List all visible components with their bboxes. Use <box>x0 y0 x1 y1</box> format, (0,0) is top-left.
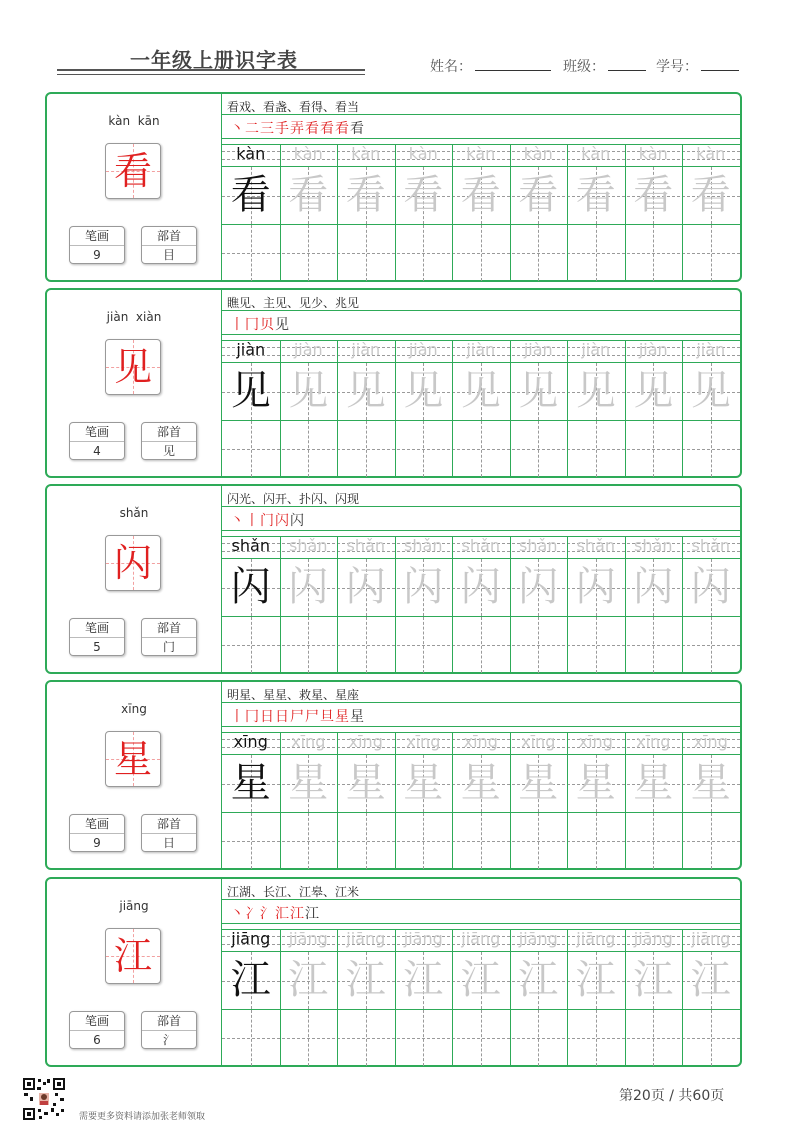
number-label: 学号： <box>656 59 698 75</box>
stroke-step: 江 <box>290 906 305 922</box>
pinyin-tracing-row <box>222 144 740 166</box>
word-examples: 明星、星星、救星、星座 <box>227 688 360 702</box>
character-pinyin: jiàn xiàn <box>106 310 162 324</box>
pinyin-cell[interactable]: kàn <box>523 144 553 163</box>
character-tracing-row <box>222 363 740 420</box>
radical-box <box>141 1011 197 1049</box>
pinyin-cell[interactable]: jiàn <box>351 340 381 359</box>
stroke-step: 尸 <box>305 709 320 725</box>
stroke-step: 星 <box>350 709 365 725</box>
pinyin-cell[interactable]: jiàn <box>638 340 668 359</box>
character-pinyin: shǎn <box>119 506 149 520</box>
pinyin-cell[interactable]: xīng <box>693 732 728 751</box>
pinyin-cell[interactable]: xīng <box>348 732 383 751</box>
stroke-order <box>230 118 365 138</box>
character-cell[interactable]: 星 <box>633 760 674 806</box>
practice-grid <box>222 94 740 280</box>
character-tracing-row <box>222 952 740 1009</box>
radical-value: 门 <box>162 640 175 654</box>
name-blank[interactable] <box>475 56 551 71</box>
radical-box <box>141 226 197 264</box>
stroke-order <box>230 903 320 923</box>
page-number: 第20页 / 共60页 <box>619 1088 725 1104</box>
character-card <box>45 92 742 282</box>
character-cell[interactable]: 见 <box>288 368 329 414</box>
character-box <box>105 731 161 787</box>
stroke-count-label: 笔画 <box>70 423 124 442</box>
pinyin-cell[interactable]: jiàn <box>466 340 496 359</box>
stroke-step: 冂 <box>245 317 260 333</box>
stroke-count-label: 笔画 <box>70 619 124 638</box>
character-cell[interactable]: 江 <box>230 957 271 1003</box>
stroke-step: 贝 <box>260 317 275 333</box>
footer-note: 需要更多资料请添加张老师领取 <box>79 1112 206 1122</box>
character-cell[interactable]: 见 <box>345 368 386 414</box>
stroke-step: 丨 <box>230 709 245 725</box>
character-cell[interactable]: 见 <box>633 368 674 414</box>
character-pinyin: xīng <box>121 702 147 716</box>
character-info-panel <box>47 290 222 476</box>
pinyin-cell[interactable]: xīng <box>233 732 268 751</box>
pinyin-cell[interactable]: kàn <box>293 144 323 163</box>
character-cell[interactable]: 江 <box>575 957 616 1003</box>
stroke-step: 星 <box>335 709 350 725</box>
class-blank[interactable] <box>608 56 646 71</box>
character-cell[interactable]: 星 <box>403 760 444 806</box>
name-field[interactable] <box>430 56 551 76</box>
radical-label: 部首 <box>142 227 196 246</box>
pinyin-cell[interactable]: jiāng <box>691 929 731 948</box>
pinyin-cell[interactable]: jiāng <box>461 929 501 948</box>
character-cell[interactable]: 看 <box>345 172 386 218</box>
pinyin-tracing-row <box>222 340 740 362</box>
pinyin-cell[interactable]: xīng <box>406 732 441 751</box>
stroke-order <box>230 706 365 726</box>
character-cell[interactable]: 看 <box>403 172 444 218</box>
stroke-count-label: 笔画 <box>70 227 124 246</box>
number-blank[interactable] <box>701 56 739 71</box>
stroke-step: 丶 <box>230 121 245 137</box>
stroke-step: 二 <box>245 121 260 137</box>
pinyin-cell[interactable]: kàn <box>696 144 726 163</box>
character-cell[interactable]: 见 <box>460 368 501 414</box>
character-red: 江 <box>113 934 152 978</box>
stroke-step: 氵 <box>260 906 275 922</box>
blank-writing-row[interactable] <box>222 225 740 281</box>
pinyin-cell[interactable]: shǎn <box>519 536 558 555</box>
character-cell[interactable]: 星 <box>518 760 559 806</box>
character-cell[interactable]: 闪 <box>460 564 501 610</box>
stroke-step: 日 <box>260 709 275 725</box>
title-underline-thick <box>57 69 365 71</box>
character-box <box>105 339 161 395</box>
number-field[interactable] <box>656 56 739 76</box>
pinyin-cell[interactable]: jiāng <box>633 929 673 948</box>
character-cell[interactable]: 星 <box>460 760 501 806</box>
stroke-step: 三 <box>260 121 275 137</box>
radical-value: 见 <box>162 444 175 458</box>
character-cell[interactable]: 看 <box>633 172 674 218</box>
radical-label: 部首 <box>142 619 196 638</box>
character-pinyin: kàn kān <box>108 114 160 128</box>
character-box <box>105 928 161 984</box>
stroke-step: 看 <box>335 121 350 137</box>
character-cell[interactable]: 江 <box>518 957 559 1003</box>
pinyin-cell[interactable]: jiàn <box>696 340 726 359</box>
character-tracing-row <box>222 559 740 616</box>
class-label: 班级： <box>563 59 605 75</box>
stroke-count-box <box>69 1011 125 1049</box>
character-cell[interactable]: 闪 <box>345 564 386 610</box>
word-examples: 瞧见、主见、见少、兆见 <box>227 296 360 310</box>
pinyin-cell[interactable]: jiāng <box>231 929 271 948</box>
practice-grid <box>222 879 740 1065</box>
stroke-step: 丶 <box>230 513 245 529</box>
radical-value: 日 <box>162 836 175 850</box>
character-red: 闪 <box>113 541 152 585</box>
stroke-step: 看 <box>305 121 320 137</box>
character-info-panel <box>47 94 222 280</box>
pinyin-cell[interactable]: kàn <box>351 144 381 163</box>
character-cell[interactable]: 星 <box>288 760 329 806</box>
stroke-step: 江 <box>305 906 320 922</box>
character-cell[interactable]: 看 <box>575 172 616 218</box>
stroke-order <box>230 510 305 530</box>
stroke-count-value: 5 <box>93 640 101 654</box>
character-cell[interactable]: 见 <box>690 368 731 414</box>
pinyin-cell[interactable]: xīng <box>291 732 326 751</box>
character-card <box>45 877 742 1067</box>
stroke-count-box <box>69 226 125 264</box>
stroke-count-value: 6 <box>93 1033 101 1047</box>
class-field[interactable] <box>563 56 646 76</box>
character-cell[interactable]: 星 <box>690 760 731 806</box>
name-label: 姓名： <box>430 59 472 75</box>
stroke-step: 看 <box>320 121 335 137</box>
character-cell[interactable]: 星 <box>345 760 386 806</box>
character-cell[interactable]: 闪 <box>575 564 616 610</box>
pinyin-cell[interactable]: jiàn <box>293 340 323 359</box>
stroke-step: 冂 <box>245 709 260 725</box>
stroke-step: 尸 <box>290 709 305 725</box>
character-cell[interactable]: 见 <box>518 368 559 414</box>
qr-code-icon <box>22 1077 66 1121</box>
character-cell[interactable]: 江 <box>403 957 444 1003</box>
character-cell[interactable]: 江 <box>288 957 329 1003</box>
stroke-order <box>230 314 290 334</box>
character-cell[interactable]: 闪 <box>403 564 444 610</box>
character-box <box>105 143 161 199</box>
pinyin-cell[interactable]: kàn <box>236 144 266 163</box>
practice-grid <box>222 290 740 476</box>
character-red: 看 <box>113 149 152 193</box>
pinyin-cell[interactable]: xīng <box>636 732 671 751</box>
character-cell[interactable]: 看 <box>288 172 329 218</box>
pinyin-cell[interactable]: shǎn <box>404 536 443 555</box>
pinyin-cell[interactable]: kàn <box>408 144 438 163</box>
title-underline-thin <box>57 74 365 75</box>
pinyin-cell[interactable]: kàn <box>638 144 668 163</box>
character-red: 星 <box>113 737 152 781</box>
radical-box <box>141 814 197 852</box>
pinyin-tracing-row <box>222 536 740 558</box>
character-cell[interactable]: 星 <box>575 760 616 806</box>
pinyin-cell[interactable]: jiāng <box>346 929 386 948</box>
pinyin-cell[interactable]: shǎn <box>289 536 328 555</box>
stroke-count-box <box>69 618 125 656</box>
character-cell[interactable]: 闪 <box>288 564 329 610</box>
radical-box <box>141 422 197 460</box>
character-box <box>105 535 161 591</box>
stroke-count-label: 笔画 <box>70 815 124 834</box>
character-card <box>45 680 742 870</box>
pinyin-cell[interactable]: shǎn <box>634 536 673 555</box>
pinyin-cell[interactable]: jiāng <box>288 929 328 948</box>
pinyin-cell[interactable]: shǎn <box>346 536 385 555</box>
character-cell[interactable]: 见 <box>403 368 444 414</box>
stroke-step: 冫 <box>245 906 260 922</box>
pinyin-cell[interactable]: jiāng <box>403 929 443 948</box>
stroke-count-value: 4 <box>93 444 101 458</box>
radical-label: 部首 <box>142 423 196 442</box>
stroke-step: 闪 <box>290 513 305 529</box>
character-cell[interactable]: 闪 <box>633 564 674 610</box>
character-cell[interactable]: 江 <box>690 957 731 1003</box>
pinyin-cell[interactable]: jiàn <box>408 340 438 359</box>
word-examples: 闪光、闪开、扑闪、闪现 <box>227 492 360 506</box>
stroke-step: 弄 <box>290 121 305 137</box>
character-red: 见 <box>113 345 152 389</box>
character-cell[interactable]: 江 <box>460 957 501 1003</box>
radical-value: 目 <box>162 248 175 262</box>
pinyin-tracing-row <box>222 929 740 951</box>
pinyin-tracing-row <box>222 732 740 754</box>
stroke-step: 丨 <box>245 513 260 529</box>
stroke-count-box <box>69 422 125 460</box>
radical-label: 部首 <box>142 815 196 834</box>
character-cell[interactable]: 见 <box>230 368 271 414</box>
stroke-step: 丶 <box>230 906 245 922</box>
stroke-step: 手 <box>275 121 290 137</box>
stroke-step: 看 <box>350 121 365 137</box>
character-cell[interactable]: 看 <box>690 172 731 218</box>
pinyin-cell[interactable]: jiàn <box>236 340 266 359</box>
character-info-panel <box>47 486 222 672</box>
pinyin-cell[interactable]: xīng <box>578 732 613 751</box>
character-cell[interactable]: 看 <box>460 172 501 218</box>
stroke-step: 丨 <box>230 317 245 333</box>
character-tracing-row <box>222 167 740 224</box>
pinyin-cell[interactable]: shǎn <box>461 536 500 555</box>
pinyin-cell[interactable]: xīng <box>521 732 556 751</box>
pinyin-cell[interactable]: kàn <box>466 144 496 163</box>
stroke-count-label: 笔画 <box>70 1012 124 1031</box>
character-cell[interactable]: 江 <box>633 957 674 1003</box>
character-cell[interactable]: 见 <box>575 368 616 414</box>
blank-writing-row[interactable] <box>222 617 740 673</box>
pinyin-cell[interactable]: kàn <box>581 144 611 163</box>
stroke-step: 门 <box>260 513 275 529</box>
pinyin-cell[interactable]: shǎn <box>691 536 730 555</box>
stroke-count-value: 9 <box>93 836 101 850</box>
character-cell[interactable]: 看 <box>230 172 271 218</box>
blank-writing-row[interactable] <box>222 1010 740 1066</box>
stroke-count-box <box>69 814 125 852</box>
pinyin-cell[interactable]: jiàn <box>523 340 553 359</box>
stroke-step: 旦 <box>320 709 335 725</box>
pinyin-cell[interactable]: shǎn <box>231 536 270 555</box>
radical-value: 氵 <box>162 1033 175 1047</box>
pinyin-cell[interactable]: jiāng <box>576 929 616 948</box>
word-examples: 看戏、看盏、看得、看当 <box>227 100 360 114</box>
pinyin-cell[interactable]: xīng <box>463 732 498 751</box>
character-cell[interactable]: 闪 <box>690 564 731 610</box>
radical-label: 部首 <box>142 1012 196 1031</box>
character-cell[interactable]: 看 <box>518 172 559 218</box>
character-pinyin: jiāng <box>119 899 149 913</box>
character-card <box>45 288 742 478</box>
stroke-count-value: 9 <box>93 248 101 262</box>
word-examples: 江湖、长江、江皋、江米 <box>227 885 360 899</box>
character-info-panel <box>47 879 222 1065</box>
character-cell[interactable]: 星 <box>230 760 271 806</box>
page-title: 一年级上册识字表 <box>130 48 298 72</box>
character-cell[interactable]: 闪 <box>518 564 559 610</box>
character-cell[interactable]: 闪 <box>230 564 271 610</box>
stroke-step: 闪 <box>275 513 290 529</box>
blank-writing-row[interactable] <box>222 421 740 477</box>
character-card <box>45 484 742 674</box>
blank-writing-row[interactable] <box>222 813 740 869</box>
pinyin-cell[interactable]: shǎn <box>576 536 615 555</box>
pinyin-cell[interactable]: jiāng <box>518 929 558 948</box>
character-tracing-row <box>222 755 740 812</box>
stroke-step: 汇 <box>275 906 290 922</box>
practice-grid <box>222 486 740 672</box>
radical-box <box>141 618 197 656</box>
pinyin-cell[interactable]: jiàn <box>581 340 611 359</box>
stroke-step: 日 <box>275 709 290 725</box>
character-info-panel <box>47 682 222 868</box>
character-cell[interactable]: 江 <box>345 957 386 1003</box>
practice-grid <box>222 682 740 868</box>
stroke-step: 见 <box>275 317 290 333</box>
